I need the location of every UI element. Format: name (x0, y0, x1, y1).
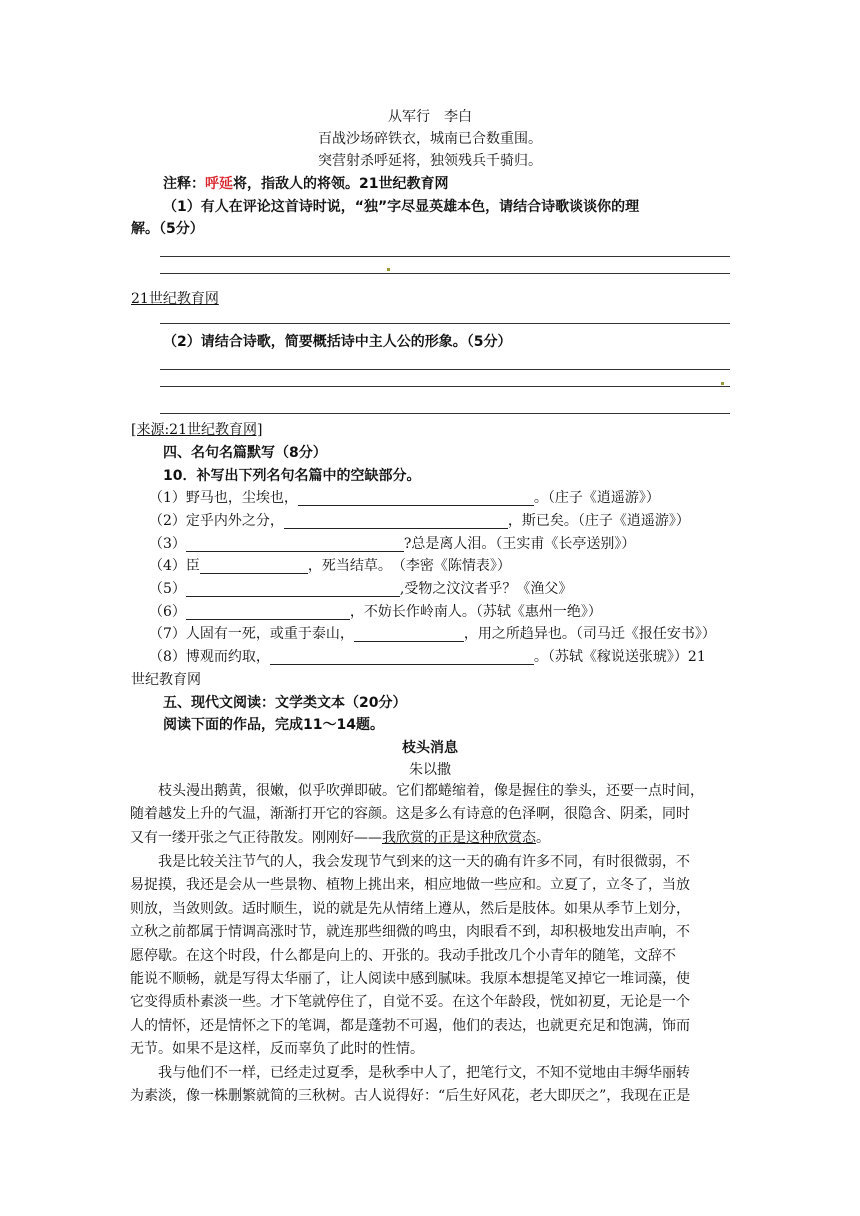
fill-item-7: （7）人固有一死，或重于泰山， ，用之所趋异也。（司马迁《报任安书》） (149, 626, 716, 642)
underlined-phrase: 我欣赏的正是这种欣赏态 (382, 829, 536, 846)
essay-title: 枝头消息 (402, 740, 458, 756)
answer-line[interactable] (160, 369, 730, 370)
reading-instruction: 阅读下面的作品，完成11～14题。 (163, 717, 384, 733)
watermark-text: 21世纪教育网 (131, 291, 219, 307)
poem-note (163, 173, 448, 195)
section-4-heading: 四、名句名篇默写（8分） (163, 445, 327, 461)
essay-paragraph-1: 枝头漫出鹅黄，很嫩，似乎吹弹即破。它们都蜷缩着，像是握住的拳头，还要一点时间， 随着越发上升的气温，渐渐打开它的容颜。这是多么有诗意的色泽啊，很隐含、阴柔，同时 又有一缕开张之气正待散发。刚刚好——我欣赏的正是这种欣赏态。 (130, 783, 704, 846)
question-1-line-2: 解。（5分） (131, 221, 204, 237)
fill-blank[interactable] (284, 512, 508, 529)
answer-line[interactable] (160, 273, 730, 274)
question-10: 10．补写出下列名句名篇中的空缺部分。 (163, 468, 421, 484)
mark-dot (721, 382, 724, 385)
source-note: [来源:21世纪教育网] (131, 422, 263, 438)
poem-line-1: 百战沙场碎铁衣，城南已合数重围。 (318, 131, 542, 147)
fill-item-5: （5） ,受物之汶汶者乎？《渔父》 (149, 581, 573, 597)
section-5-heading: 五、现代文阅读：文学类文本（20分） (163, 695, 407, 711)
answer-line[interactable] (160, 323, 730, 324)
mark-dot (387, 268, 390, 271)
question-1-line-1: （1）有人在评论这首诗时说，“独”字尽显英雄本色，请结合诗歌谈谈你的理 (163, 199, 640, 215)
answer-line[interactable] (160, 256, 730, 257)
fill-item-2: （2）定乎内外之分， ，斯已矣。（庄子《逍遥游》） (149, 513, 690, 529)
note-text: 将，指敌人的将领。21世纪教育网 (233, 176, 449, 192)
fill-item-8: （8）博观而约取， 。（苏轼《稼说送张琥》）21 (149, 649, 706, 665)
note-term: 呼延 (205, 176, 233, 192)
fill-blank[interactable] (200, 557, 308, 574)
answer-line[interactable] (160, 413, 730, 414)
poem-title: 从军行 李白 (388, 109, 472, 125)
fill-blank[interactable] (186, 580, 400, 597)
fill-item-4: （4）臣 ，死当结草。 （李密《陈情表》） (149, 558, 511, 574)
fill-blank[interactable] (298, 489, 534, 506)
fill-item-1: （1）野马也，尘埃也， 。（庄子《逍遥游》） (149, 490, 660, 506)
poem-line-2: 突营射杀呼延将，独领残兵千骑归。 (318, 153, 542, 169)
fill-item-8-wrap: 世纪教育网 (131, 672, 201, 688)
note-label: 注释： (163, 176, 205, 192)
fill-blank[interactable] (270, 648, 534, 665)
essay-paragraph-2: 我是比较关注节气的人，我会发现节气到来的这一天的确有许多不同，有时很微弱，不 易捉摸，我还是会从一些景物、植物上挑出来，相应地做一些应和。立夏了，立冬了，当放 则放，当敛则敛。适时顺生，说的就是先从情绪上遵从，然后是肢体。如果从季节上划分， 立秋之前都属于情调高涨时节，就连那些细微的鸣虫，肉眼看不到，却积极地发出声响，不 愿停歇。在这个时段，什么都是向上的、开张的。我动手批改几个小青年的随笔，文辞不 能说不顺畅，就是写得太华丽了，让人阅读中感到腻味。我原本想提笔叉掉它一堆词藻，使 它变得质朴素淡一些。才下笔就停住了，自觉不妥。在这个年龄段，恍如初夏，无论是一个 人的情怀，还是情怀之下的笔调，都是蓬勃不可遏，他们的表达，也就更充足和饱满，饰而 无节。如果不是这样，反而辜负了此时的性情。 (130, 854, 690, 1058)
fill-blank[interactable] (186, 603, 350, 620)
question-2: （2）请结合诗歌，简要概括诗中主人公的形象。（5分） (163, 334, 512, 350)
fill-blank[interactable] (186, 535, 404, 552)
essay-paragraph-3: 我与他们不一样，已经走过夏季，是秋季中人了，把笔行文，不知不觉地由丰缛华丽转 为素淡，像一株删繁就简的三秋树。古人说得好：“后生好风花，老大即厌之”，我现在正是 (130, 1065, 691, 1105)
essay-author: 朱以撒 (409, 762, 451, 778)
fill-blank[interactable] (354, 625, 464, 642)
fill-item-6: （6） ，不妨长作岭南人。（苏轼《惠州一绝》） (149, 604, 602, 620)
answer-line[interactable] (160, 386, 730, 387)
fill-item-3: （3） ?总是离人泪。（王实甫《长亭送别》） (149, 536, 636, 552)
